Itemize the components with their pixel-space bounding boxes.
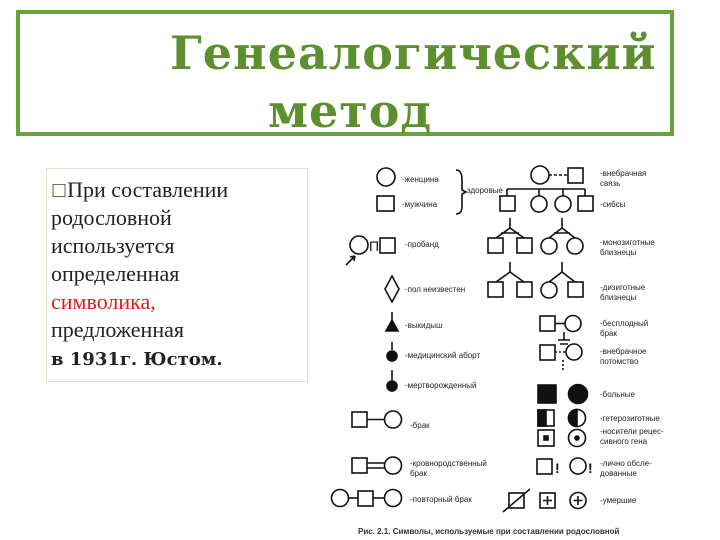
stillborn-symbol — [387, 381, 397, 391]
text-line-3: используется — [51, 233, 175, 258]
mono-twin-square-1 — [488, 238, 503, 253]
proband-square — [380, 238, 395, 253]
childless-square — [540, 316, 555, 331]
figure-caption: Рис. 2.1. Символы, используемые при составлении родословной — [358, 527, 620, 536]
exam-circle — [570, 458, 586, 474]
title-line-1: Генеалогический — [170, 26, 657, 80]
plus-icon — [574, 496, 583, 505]
di-twin-circle — [541, 282, 557, 298]
proband-label: -пробанд — [405, 240, 439, 249]
marriage-square — [352, 412, 367, 427]
di-twins-connector-1 — [496, 262, 524, 282]
hetero-label: -гетерозиготные — [600, 414, 660, 423]
healthy-label: здоровые — [467, 186, 503, 195]
carrier-circle-dot — [575, 436, 579, 440]
exam-label-2: дованные — [600, 469, 637, 478]
di-twins-label-2: близнецы — [600, 293, 637, 302]
di-twin-square-3 — [568, 282, 583, 297]
remarriage-circle-1 — [332, 490, 349, 507]
extramarital-label-2: связь — [600, 179, 621, 188]
consanguineous-double-line — [367, 463, 384, 468]
ill-label: -больные — [600, 390, 635, 399]
text-line-1-content: При составлении — [67, 177, 229, 202]
ill-square — [538, 385, 556, 403]
offspring-circle — [566, 344, 582, 360]
sex-unknown-label: -пол неизвестен — [405, 285, 466, 294]
childless-circle — [565, 316, 581, 332]
exam-label-1: -лично обсле- — [600, 459, 652, 468]
childless-mark — [558, 332, 570, 344]
text-line-5-highlight: символика, — [51, 289, 156, 314]
marriage-label: -брак — [410, 421, 430, 430]
dead-label: -умершие — [600, 496, 637, 505]
mono-twins-connector-2 — [549, 218, 575, 238]
carriers-label-1: -носители рецес- — [600, 427, 664, 436]
exam-square — [537, 459, 552, 474]
woman-symbol — [377, 168, 395, 186]
di-twin-square-1 — [488, 282, 503, 297]
consanguineous-circle — [385, 457, 402, 474]
title-line-2: метод — [268, 84, 433, 138]
text-line-6: предложенная — [51, 317, 184, 342]
miscarriage-symbol — [386, 320, 398, 331]
mono-twins-label-1: -монозиготные — [600, 238, 655, 247]
marriage-circle — [385, 411, 402, 428]
di-twins-connector-2 — [549, 262, 575, 282]
sibs-circle-2 — [555, 196, 571, 212]
consanguineous-label-1: -кровнородственный — [410, 459, 487, 468]
mono-twins-connector-1 — [496, 218, 524, 238]
di-twins-label-1: -дизиготные — [600, 283, 646, 292]
extramarital-circle — [531, 166, 549, 184]
text-line-7: в 1931г. Юстом. — [51, 349, 223, 370]
stillborn-label: -мертворожденный — [405, 381, 477, 390]
sibs-circle-1 — [531, 196, 547, 212]
mono-twin-square-2 — [517, 238, 532, 253]
extramarital-square — [568, 168, 583, 183]
miscarriage-label: -выкидыш — [405, 321, 443, 330]
sibs-label: -сибсы — [600, 200, 626, 209]
remarriage-label: -повторный брак — [410, 495, 472, 504]
childless-label-1: -бесплодный — [600, 319, 649, 328]
plus-icon — [543, 496, 552, 505]
healthy-brace — [456, 170, 466, 214]
sex-unknown-symbol — [385, 276, 399, 302]
hetero-circle-fill — [569, 410, 578, 427]
hetero-square-fill — [538, 410, 546, 426]
mono-twin-circle-2 — [567, 238, 583, 254]
text-line-2: родословной — [51, 205, 172, 230]
carriers-label-2: сивного гена — [600, 437, 648, 446]
proband-mark: П — [369, 238, 380, 254]
abortion-symbol — [387, 351, 397, 361]
carrier-square-dot — [544, 436, 548, 440]
extramarital-label-1: -внебрачная — [600, 169, 647, 178]
childless-label-2: брак — [600, 329, 617, 338]
man-label: -мужчина — [402, 200, 438, 209]
proband-symbol — [350, 236, 368, 254]
checkbox-bullet-icon: ☐ — [51, 181, 68, 202]
remarriage-square — [358, 491, 373, 506]
text-line-4: определенная — [51, 261, 180, 286]
ill-circle — [569, 385, 588, 404]
sibs-square-2 — [578, 196, 593, 211]
offspring-square — [540, 345, 555, 360]
sibs-connector — [507, 189, 585, 196]
offspring-label-2: потомство — [600, 357, 639, 366]
man-symbol — [377, 196, 394, 211]
exam-mark-1: ! — [555, 460, 560, 476]
mono-twins-label-2: близнецы — [600, 248, 637, 257]
sibs-square-1 — [500, 196, 515, 211]
proband-arrow-icon — [346, 256, 355, 265]
consanguineous-square — [352, 458, 367, 473]
exam-mark-2: ! — [588, 460, 593, 476]
woman-label: -женщина — [402, 175, 439, 184]
offspring-label-1: -внебрачное — [600, 347, 647, 356]
di-twin-square-2 — [517, 282, 532, 297]
mono-twin-circle-1 — [541, 238, 557, 254]
remarriage-circle-2 — [385, 490, 402, 507]
abortion-label: -медицинский аборт — [405, 351, 481, 360]
consanguineous-label-2: брак — [410, 469, 427, 478]
